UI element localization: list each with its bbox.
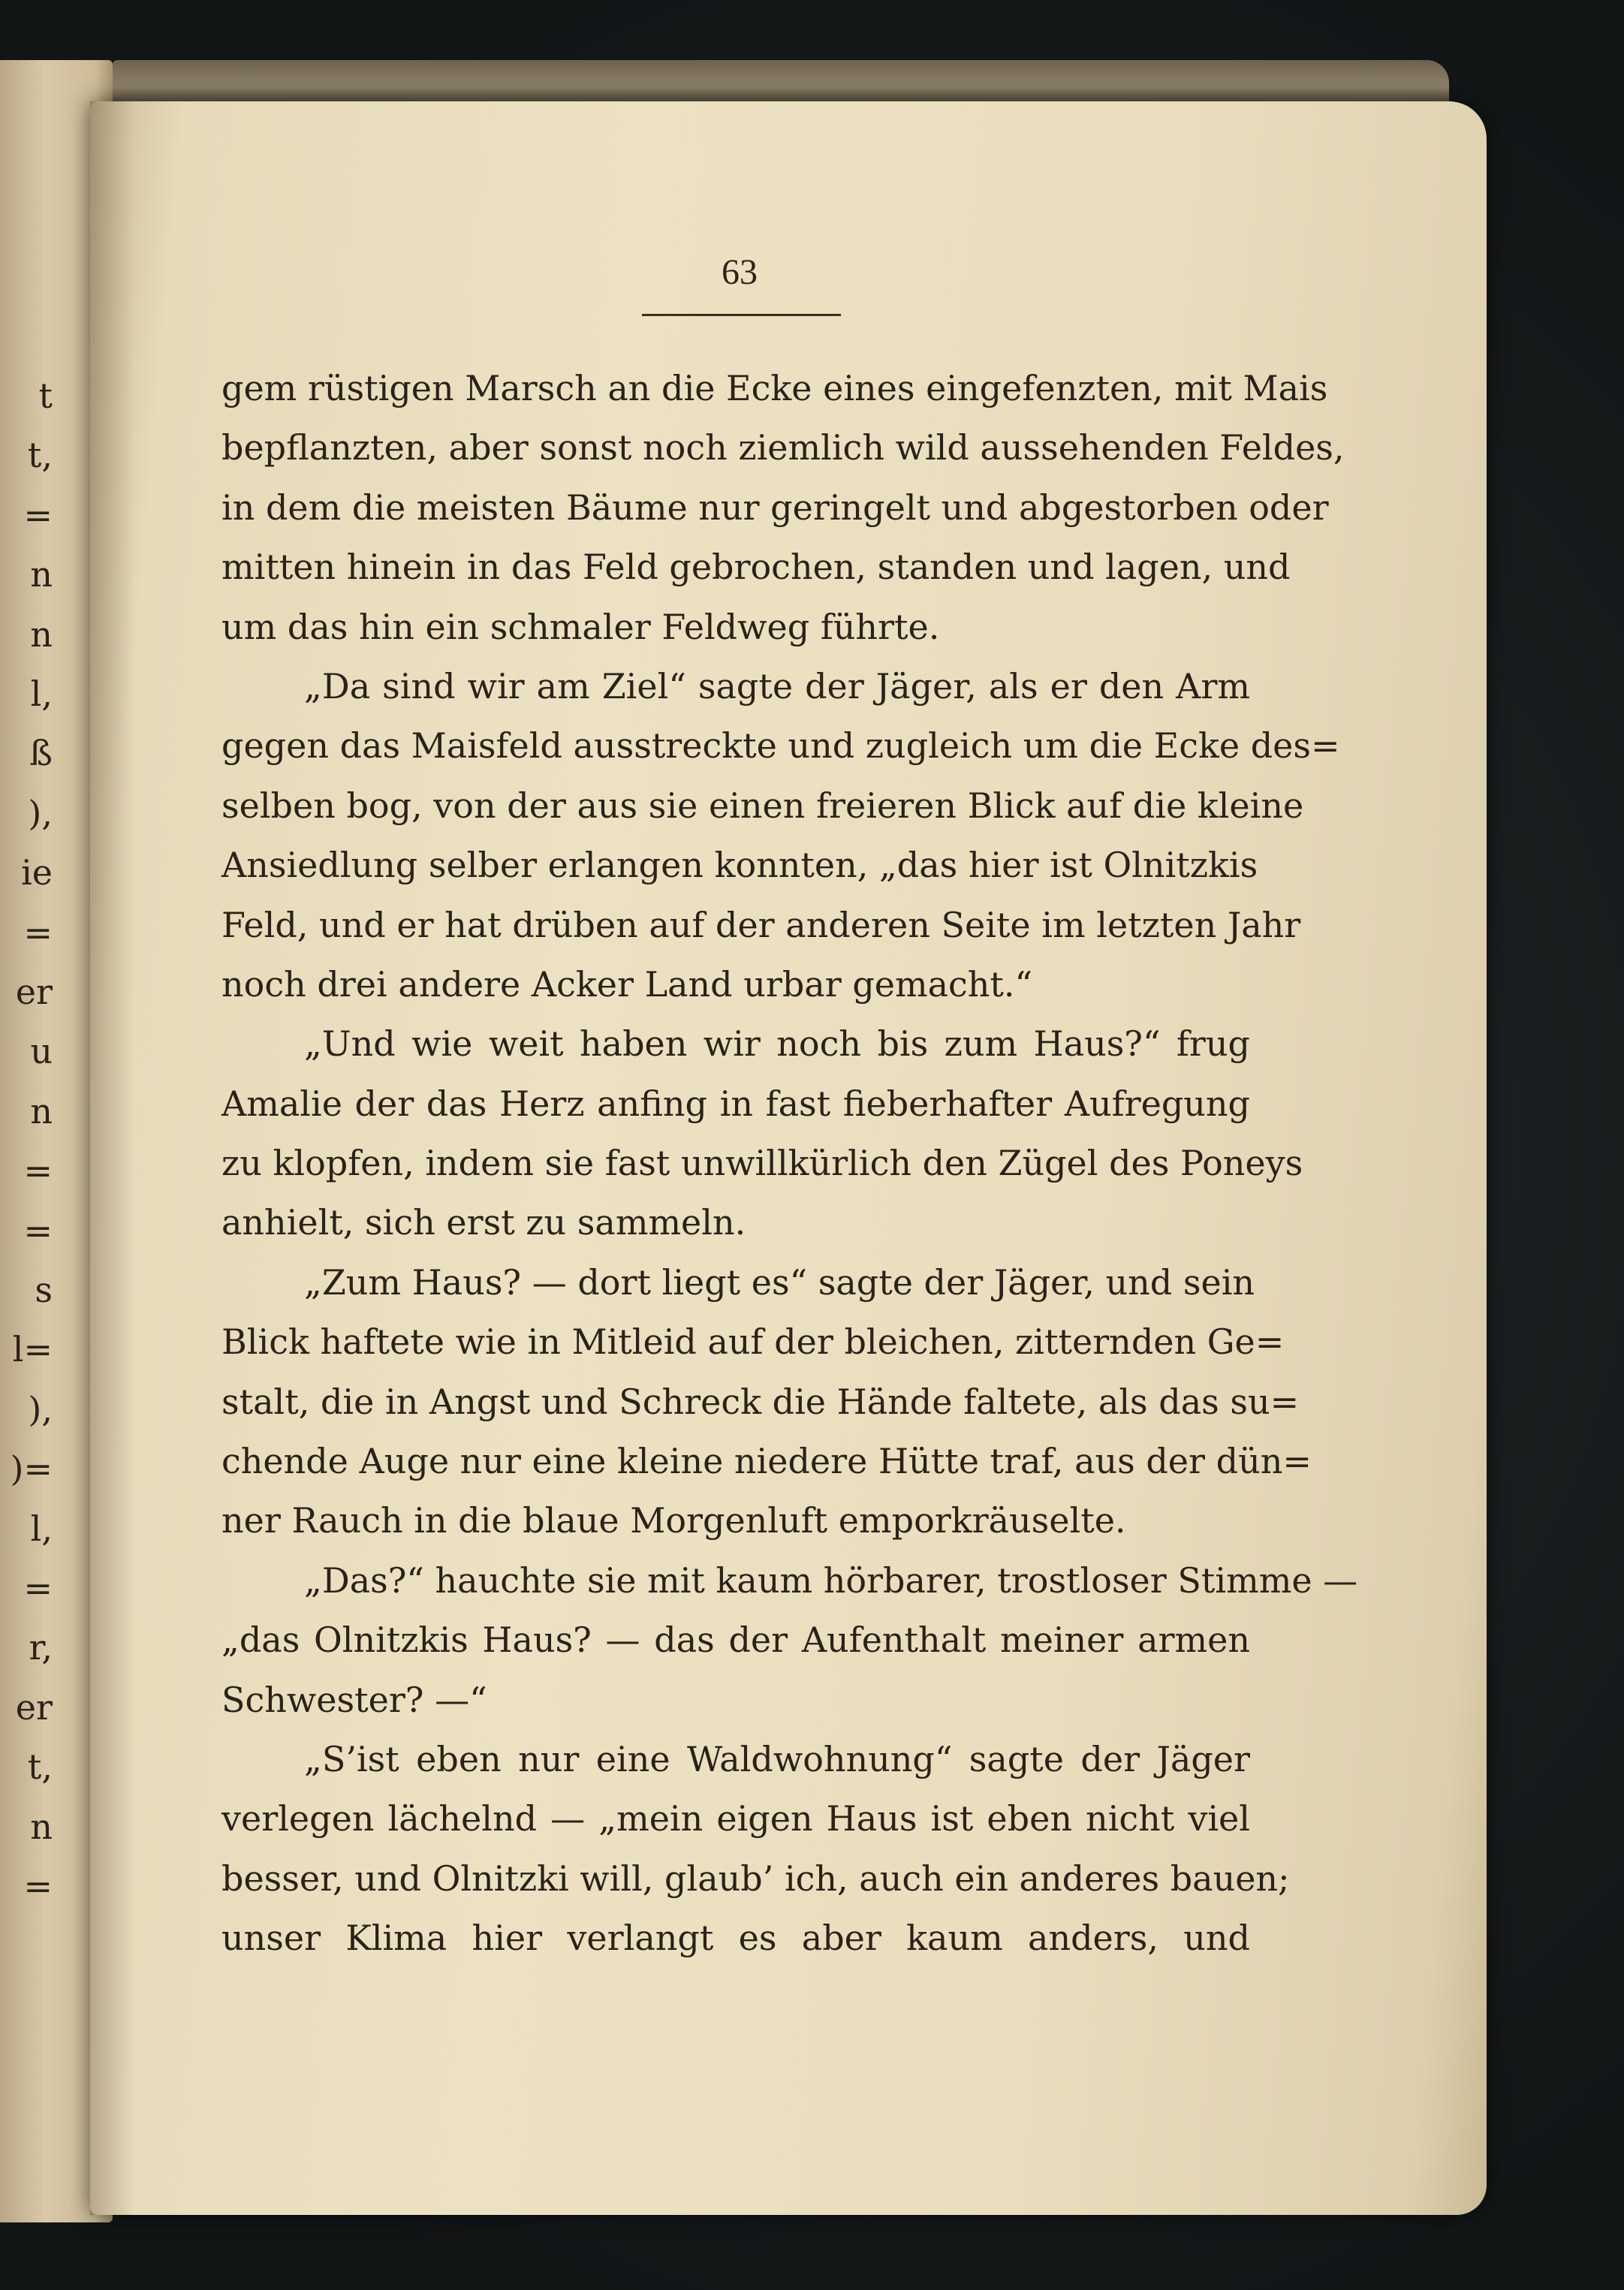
- previous-page-char: =: [23, 1210, 53, 1251]
- text-line: noch drei andere Acker Land urbar gemacht.“: [221, 963, 1033, 1005]
- previous-page-char: =: [23, 1150, 53, 1192]
- text-line: anhielt, sich erst zu sammeln.: [221, 1202, 746, 1243]
- text-line: besser, und Olnitzki will, glaub’ ich, auch ein anderes bauen;: [221, 1858, 1290, 1899]
- text-line: „Das?“ hauchte sie mit kaum hörbarer, trostloser Stimme —: [304, 1559, 1358, 1601]
- text-line: zu klopfen, indem sie fast unwillkürlich den Zügel des Poneys: [221, 1143, 1303, 1184]
- previous-page-char: =: [23, 1866, 53, 1906]
- previous-page-char: )=: [10, 1448, 53, 1490]
- previous-page-char: l=: [12, 1329, 53, 1370]
- previous-page-char: er: [15, 972, 53, 1012]
- previous-page-char: l,: [30, 673, 53, 714]
- previous-page-char: s: [35, 1270, 53, 1310]
- text-line: um das hin ein schmaler Feldweg führte.: [221, 606, 940, 647]
- previous-page-char: t: [38, 375, 53, 416]
- page-number: 63: [722, 252, 758, 292]
- text-line: mitten hinein in das Feld gebrochen, standen und lagen, und: [221, 547, 1291, 588]
- body-text: [221, 359, 1358, 1969]
- text-line: Feld, und er hat drüben auf der anderen Seite im letzten Jahr: [221, 904, 1301, 945]
- text-line: Ansiedlung selber erlangen konnten, „das hier ist Olnitzkis: [221, 845, 1258, 886]
- previous-page-char: t,: [27, 435, 53, 476]
- previous-page-char: ),: [28, 792, 53, 833]
- previous-page-char: n: [30, 1090, 53, 1131]
- text-line: in dem die meisten Bäume nur geringelt und abgestorben oder: [221, 487, 1329, 528]
- previous-page-char: n: [30, 554, 53, 595]
- header-rule: [642, 314, 841, 316]
- text-line: unser Klima hier verlangt es aber kaum anders, und: [221, 1918, 1250, 1959]
- previous-page-char: n: [30, 613, 53, 655]
- text-line: „Und wie weit haben wir noch bis zum Haus?“ frug: [304, 1023, 1250, 1065]
- text-line: Amalie der das Herz anfing in fast fieberhafter Aufregung: [221, 1083, 1250, 1124]
- text-line: stalt, die in Angst und Schreck die Hände faltete, als das su=: [221, 1381, 1300, 1422]
- previous-page-char: er: [15, 1686, 53, 1728]
- text-line: gem rüstigen Marsch an die Ecke eines eingefenzten, mit Mais: [221, 368, 1328, 408]
- text-line: bepflanzten, aber sonst noch ziemlich wild aussehenden Feldes,: [221, 427, 1345, 469]
- previous-page-char: ie: [21, 852, 53, 893]
- text-line: Schwester? —“: [221, 1679, 487, 1720]
- text-line: „Zum Haus? — dort liegt es“ sagte der Jäger, und sein: [304, 1261, 1255, 1303]
- text-line: verlegen lächelnd — „mein eigen Haus ist eben nicht viel: [221, 1798, 1250, 1840]
- text-line: ner Rauch in die blaue Morgenluft emporkräuselte.: [221, 1500, 1126, 1541]
- previous-page-char: t,: [27, 1746, 53, 1788]
- previous-page-char: ),: [28, 1388, 53, 1430]
- previous-page-char: u: [30, 1031, 53, 1072]
- text-line: chende Auge nur eine kleine niedere Hütte traf, aus der dün=: [221, 1441, 1312, 1482]
- previous-page-char: n: [30, 1806, 53, 1847]
- previous-page-char: r,: [29, 1627, 53, 1668]
- previous-page-char: l,: [30, 1508, 53, 1549]
- text-line: gegen das Maisfeld ausstreckte und zugleich um die Ecke des=: [221, 725, 1340, 767]
- previous-page-char: ß: [29, 733, 53, 774]
- previous-page-char: =: [23, 494, 53, 535]
- previous-page-char: =: [23, 1568, 53, 1608]
- previous-page-char: =: [23, 911, 53, 953]
- text-line: „das Olnitzkis Haus? — das der Aufenthalt meiner armen: [221, 1620, 1250, 1661]
- page-gutter-shadow: [90, 101, 135, 2215]
- book-top-edge: [113, 60, 1449, 105]
- text-line: „S’ist eben nur eine Waldwohnung“ sagte der Jäger: [304, 1738, 1250, 1779]
- text-line: Blick haftete wie in Mitleid auf der bleichen, zitternden Ge=: [221, 1321, 1285, 1363]
- text-line: selben bog, von der aus sie einen freieren Blick auf die kleine: [221, 785, 1304, 826]
- text-line: „Da sind wir am Ziel“ sagte der Jäger, als er den Arm: [304, 665, 1250, 707]
